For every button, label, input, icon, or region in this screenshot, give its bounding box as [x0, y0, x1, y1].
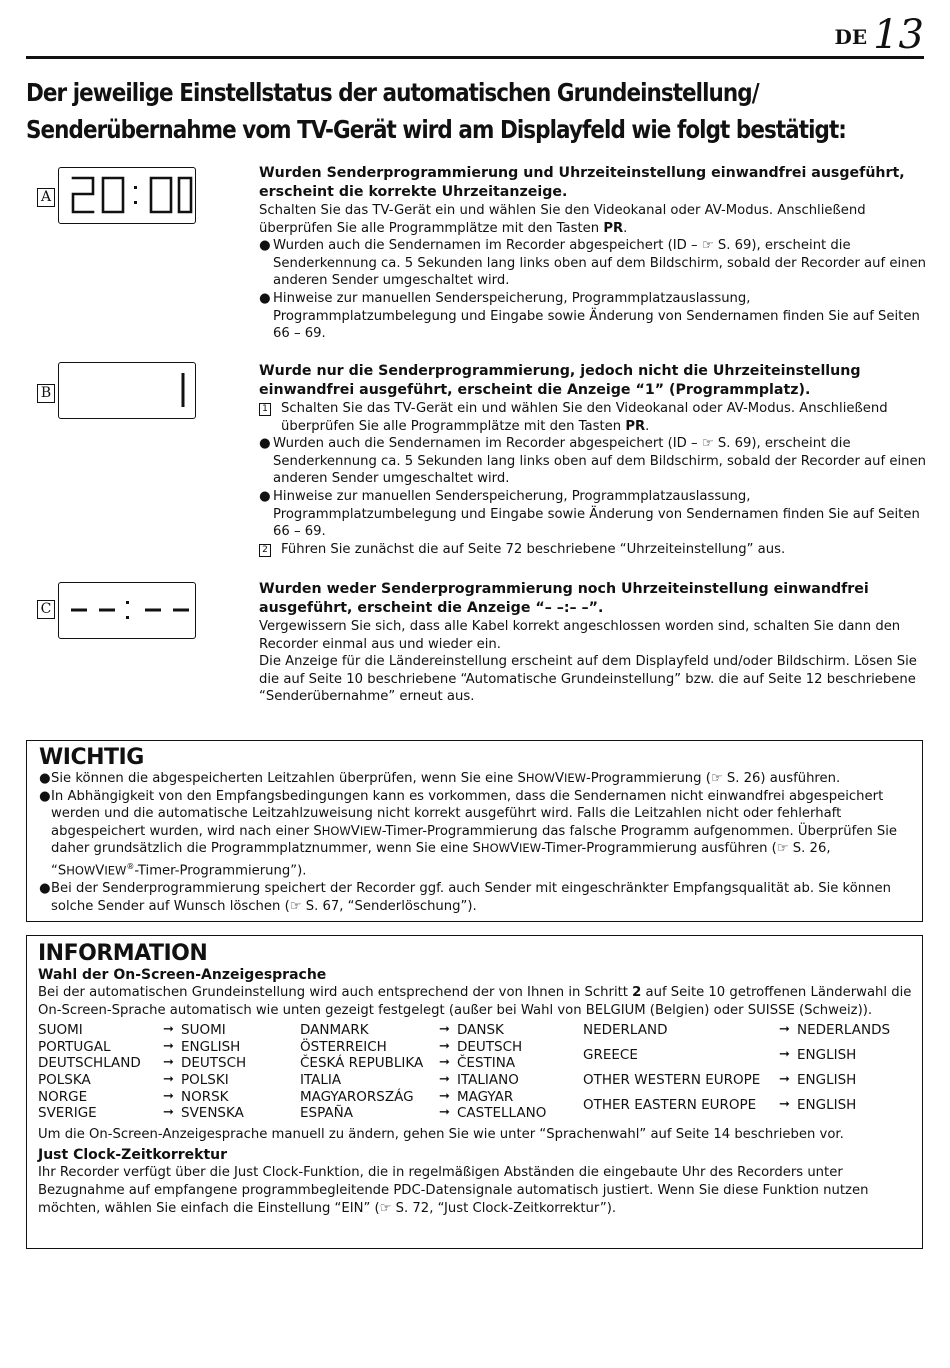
page-lang: DE — [834, 25, 868, 49]
label-a: A — [37, 188, 55, 207]
country-name: SVERIGE — [38, 1105, 97, 1122]
arrow-icon: ➞ — [439, 1105, 450, 1121]
arrow-icon: ➞ — [163, 1088, 174, 1104]
country-name: NORGE — [38, 1088, 88, 1105]
page-header — [26, 14, 924, 59]
arrow-icon: ➞ — [163, 1105, 174, 1121]
section-a-text: Schalten Sie das TV-Gerät ein und wählen Sie den Videokanal oder AV-Modus. Anschließend überprüfen Sie alle Programmplätze mit den Tasten PR. — [259, 203, 866, 236]
language-row — [583, 1072, 890, 1097]
country-name: GREECE — [583, 1047, 638, 1064]
information-title: INFORMATION — [38, 941, 208, 966]
language-name: SVENSKA — [181, 1105, 244, 1122]
wichtig-bullet-1: ●Sie können die abgespeicherten Leitzahlen überprüfen, wenn Sie eine SHOWVIEW-Programmierung (☞ S. 26) ausführen. — [39, 771, 841, 786]
language-name: ČESTINA — [457, 1055, 516, 1072]
language-name: DEUTSCH — [457, 1038, 523, 1055]
language-name: ENGLISH — [797, 1071, 857, 1088]
section-a-bullet-1: ● Wurden auch die Sendernamen im Recorder abgespeichert (ID – ☞ S. 69), erscheint die Senderkennung ca. 5 Sekunden lang links oben auf dem Bildschirm, sobald der Recorder auf einen anderen Sender umgeschaltet wird. — [259, 238, 926, 289]
section-a-bullet-2: ● Hinweise zur manuellen Senderspeicherung, Programmplatzauslassung, Programmplatzumbelegung und Eingabe sowie Änderung von Sendernamen finden Sie auf Seiten 66 – 69. — [259, 290, 920, 342]
title-line-1: Der jeweilige Einstellstatus der automatischen Grundeinstellung/ — [26, 78, 759, 107]
justclock-subheading: Just Clock-Zeitkorrektur — [38, 1147, 228, 1164]
country-name: SUOMI — [38, 1022, 83, 1039]
wichtig-text — [39, 770, 912, 915]
language-row — [300, 1022, 583, 1039]
language-name: NEDERLANDS — [797, 1022, 891, 1039]
language-table — [38, 1019, 912, 1126]
language-name: MAGYAR — [457, 1088, 514, 1105]
display-b — [58, 362, 196, 419]
label-c: C — [37, 600, 55, 619]
arrow-icon: ➞ — [163, 1055, 174, 1071]
page-title — [26, 74, 846, 148]
section-c-text-2: Die Anzeige für die Ländereinstellung erscheint auf dem Displayfeld und/oder Bildschirm. Lösen Sie die auf Seite 10 beschriebene “Automatische Grundeinstellung” bzw. die auf Seite 12 beschriebene “Senderübernahme” erneut aus. — [259, 654, 917, 705]
country-name: ITALIA — [300, 1071, 342, 1088]
language-row — [583, 1022, 890, 1047]
section-a — [259, 164, 927, 343]
language-name: DEUTSCH — [181, 1055, 247, 1072]
display-a-digits — [59, 168, 195, 223]
display-b-digits — [59, 363, 195, 418]
language-name: DANSK — [457, 1022, 504, 1039]
digit-2 — [73, 178, 93, 212]
page-number — [835, 14, 925, 56]
language-paragraph: Bei der automatischen Grundeinstellung wird auch entsprechend der von Ihnen in Schritt 2 auf Seite 10 getroffenen Länderwahl die On-Screen-Sprache automatisch wie unten gezeigt festgelegt (außer bei Wahl von BELGIUM (Belgien) oder SUISSE (Schweiz)). — [38, 985, 912, 1018]
language-row — [38, 1105, 300, 1122]
language-name: ENGLISH — [797, 1047, 857, 1064]
language-row — [300, 1055, 583, 1072]
arrow-icon: ➞ — [779, 1096, 790, 1112]
country-name: PORTUGAL — [38, 1038, 111, 1055]
display-a — [58, 167, 196, 224]
language-name: NORSK — [181, 1088, 229, 1105]
country-name: MAGYARORSZÁG — [300, 1088, 414, 1105]
language-row — [583, 1047, 890, 1072]
arrow-icon: ➞ — [779, 1022, 790, 1038]
language-name: POLSKI — [181, 1071, 229, 1088]
language-subheading: Wahl der On-Screen-Anzeigesprache — [38, 967, 327, 983]
wichtig-title: WICHTIG — [39, 745, 144, 770]
country-name: ÖSTERREICH — [300, 1038, 387, 1055]
language-column-3 — [583, 1022, 890, 1122]
justclock-paragraph: Ihr Recorder verfügt über die Just Clock-Funktion, die in regelmäßigen Abständen die eingebaute Uhr des Recorders unter Bezugnahme auf empfangene programmbegleitende PDC-Datensignale automatisch justiert. Wenn Sie diese Funktion nutzen möchten, wählen Sie einfach die Einstellung “EIN” (☞ S. 72, “Just Clock-Zeitkorrektur”). — [38, 1165, 869, 1216]
language-row — [300, 1039, 583, 1056]
title-line-2: Senderübernahme vom TV-Gerät wird am Displayfeld wie folgt bestätigt: — [26, 115, 846, 144]
section-b-step-1: 1 Schalten Sie das TV-Gerät ein und wählen Sie den Videokanal oder AV-Modus. Anschließend überprüfen Sie alle Programmplätze mit den Tasten PR. — [259, 400, 927, 435]
arrow-icon: ➞ — [163, 1038, 174, 1054]
digit-0 — [103, 178, 123, 212]
section-c — [259, 580, 927, 706]
wichtig-box — [26, 740, 923, 922]
digit-0b — [151, 178, 171, 212]
language-row — [300, 1105, 583, 1122]
language-name: ENGLISH — [181, 1038, 241, 1055]
language-name: ITALIANO — [457, 1071, 519, 1088]
language-name: ENGLISH — [797, 1096, 857, 1113]
country-name: OTHER EASTERN EUROPE — [583, 1096, 757, 1113]
country-name: OTHER WESTERN EUROPE — [583, 1071, 761, 1088]
country-name: ESPAÑA — [300, 1105, 353, 1122]
country-name: ČESKÁ REPUBLIKA — [300, 1055, 424, 1072]
wichtig-bullet-3: ●Bei der Senderprogrammierung speichert der Recorder ggf. auch Sender mit eingeschränkter Empfangsqualität ab. Sie können solche Sender auf Wunsch löschen (☞ S. 67, “Senderlöschung”). — [39, 880, 891, 914]
section-b-bullet-1: ● Wurden auch die Sendernamen im Recorder abgespeichert (ID – ☞ S. 69), erscheint die Senderkennung ca. 5 Sekunden lang links oben auf dem Bildschirm, sobald der Recorder auf einen anderen Sender umgeschaltet wird. — [259, 436, 926, 487]
language-column-1 — [38, 1022, 300, 1122]
colon-top — [134, 186, 137, 189]
country-name: POLSKA — [38, 1071, 91, 1088]
information-box — [26, 935, 923, 1249]
section-b-bullet-2: ● Hinweise zur manuellen Senderspeicherung, Programmplatzauslassung, Programmplatzumbelegung und Eingabe sowie Änderung von Sendernamen finden Sie auf Seiten 66 – 69. — [259, 488, 920, 540]
display-c — [58, 582, 196, 639]
arrow-icon: ➞ — [439, 1055, 450, 1071]
language-row — [300, 1089, 583, 1106]
section-c-heading: Wurden weder Senderprogrammierung noch Uhrzeiteinstellung einwandfrei ausgeführt, erscheint die Anzeige “– –:– –”. — [259, 581, 869, 616]
page-number-value: 13 — [873, 12, 924, 58]
display-c-digits — [59, 583, 195, 638]
section-c-text-1: Vergewissern Sie sich, dass alle Kabel korrekt angeschlossen worden sind, schalten Sie dann den Recorder einmal aus und wieder ein. — [259, 619, 901, 652]
section-b-step-2: 2 Führen Sie zunächst die auf Seite 72 beschriebene “Uhrzeiteinstellung” aus. — [259, 541, 927, 559]
language-name: CASTELLANO — [457, 1105, 547, 1122]
arrow-icon: ➞ — [439, 1038, 450, 1054]
arrow-icon: ➞ — [439, 1088, 450, 1104]
section-b-heading: Wurde nur die Senderprogrammierung, jedoch nicht die Uhrzeiteinstellung einwandfrei ausgeführt, erscheint die Anzeige “1” (Programmplatz). — [259, 363, 861, 398]
information-text — [38, 966, 912, 1217]
digit-0c — [179, 178, 191, 212]
language-name: SUOMI — [181, 1022, 226, 1039]
arrow-icon: ➞ — [163, 1071, 174, 1087]
country-name: DANMARK — [300, 1022, 369, 1039]
section-b — [259, 362, 927, 558]
arrow-icon: ➞ — [779, 1071, 790, 1087]
language-row — [583, 1097, 890, 1122]
wichtig-bullet-2: ●In Abhängigkeit von den Empfangsbedingungen kann es vorkommen, dass die Sendernamen nicht einwandfrei abgespeichert werden und die automatische Leitzahlzuweisung nicht korrekt ausgeführt wird. Falls die Leitzahlen nicht oder fehlerhaft abgespeichert wurden, wird nach einer SHOWVIEW-Timer-Programmierung das falsche Programm aufgenommen. Überprüfen Sie daher grundsätzlich die Programmplatznummer, wenn Sie eine SHOWVIEW-Timer-Programmierung ausführen (☞ S. 26, “SHOWVIEW®-Timer-Programmierung”). — [39, 788, 898, 879]
arrow-icon: ➞ — [439, 1022, 450, 1038]
language-row — [38, 1089, 300, 1106]
label-b: B — [37, 384, 55, 403]
country-name: NEDERLAND — [583, 1022, 668, 1039]
section-a-heading: Wurden Senderprogrammierung und Uhrzeiteinstellung einwandfrei ausgeführt, erscheint die korrekte Uhrzeitanzeige. — [259, 165, 905, 200]
country-name: DEUTSCHLAND — [38, 1055, 141, 1072]
language-row — [38, 1039, 300, 1056]
language-column-2 — [300, 1022, 583, 1122]
language-manual-note: Um die On-Screen-Anzeigesprache manuell zu ändern, gehen Sie wie unter “Sprachenwahl” auf Seite 14 beschrieben vor. — [38, 1126, 844, 1142]
arrow-icon: ➞ — [439, 1071, 450, 1087]
arrow-icon: ➞ — [779, 1047, 790, 1063]
language-row — [38, 1022, 300, 1039]
colon-bottom — [134, 201, 137, 204]
arrow-icon: ➞ — [163, 1022, 174, 1038]
language-row — [38, 1055, 300, 1072]
language-row — [300, 1072, 583, 1089]
language-row — [38, 1072, 300, 1089]
